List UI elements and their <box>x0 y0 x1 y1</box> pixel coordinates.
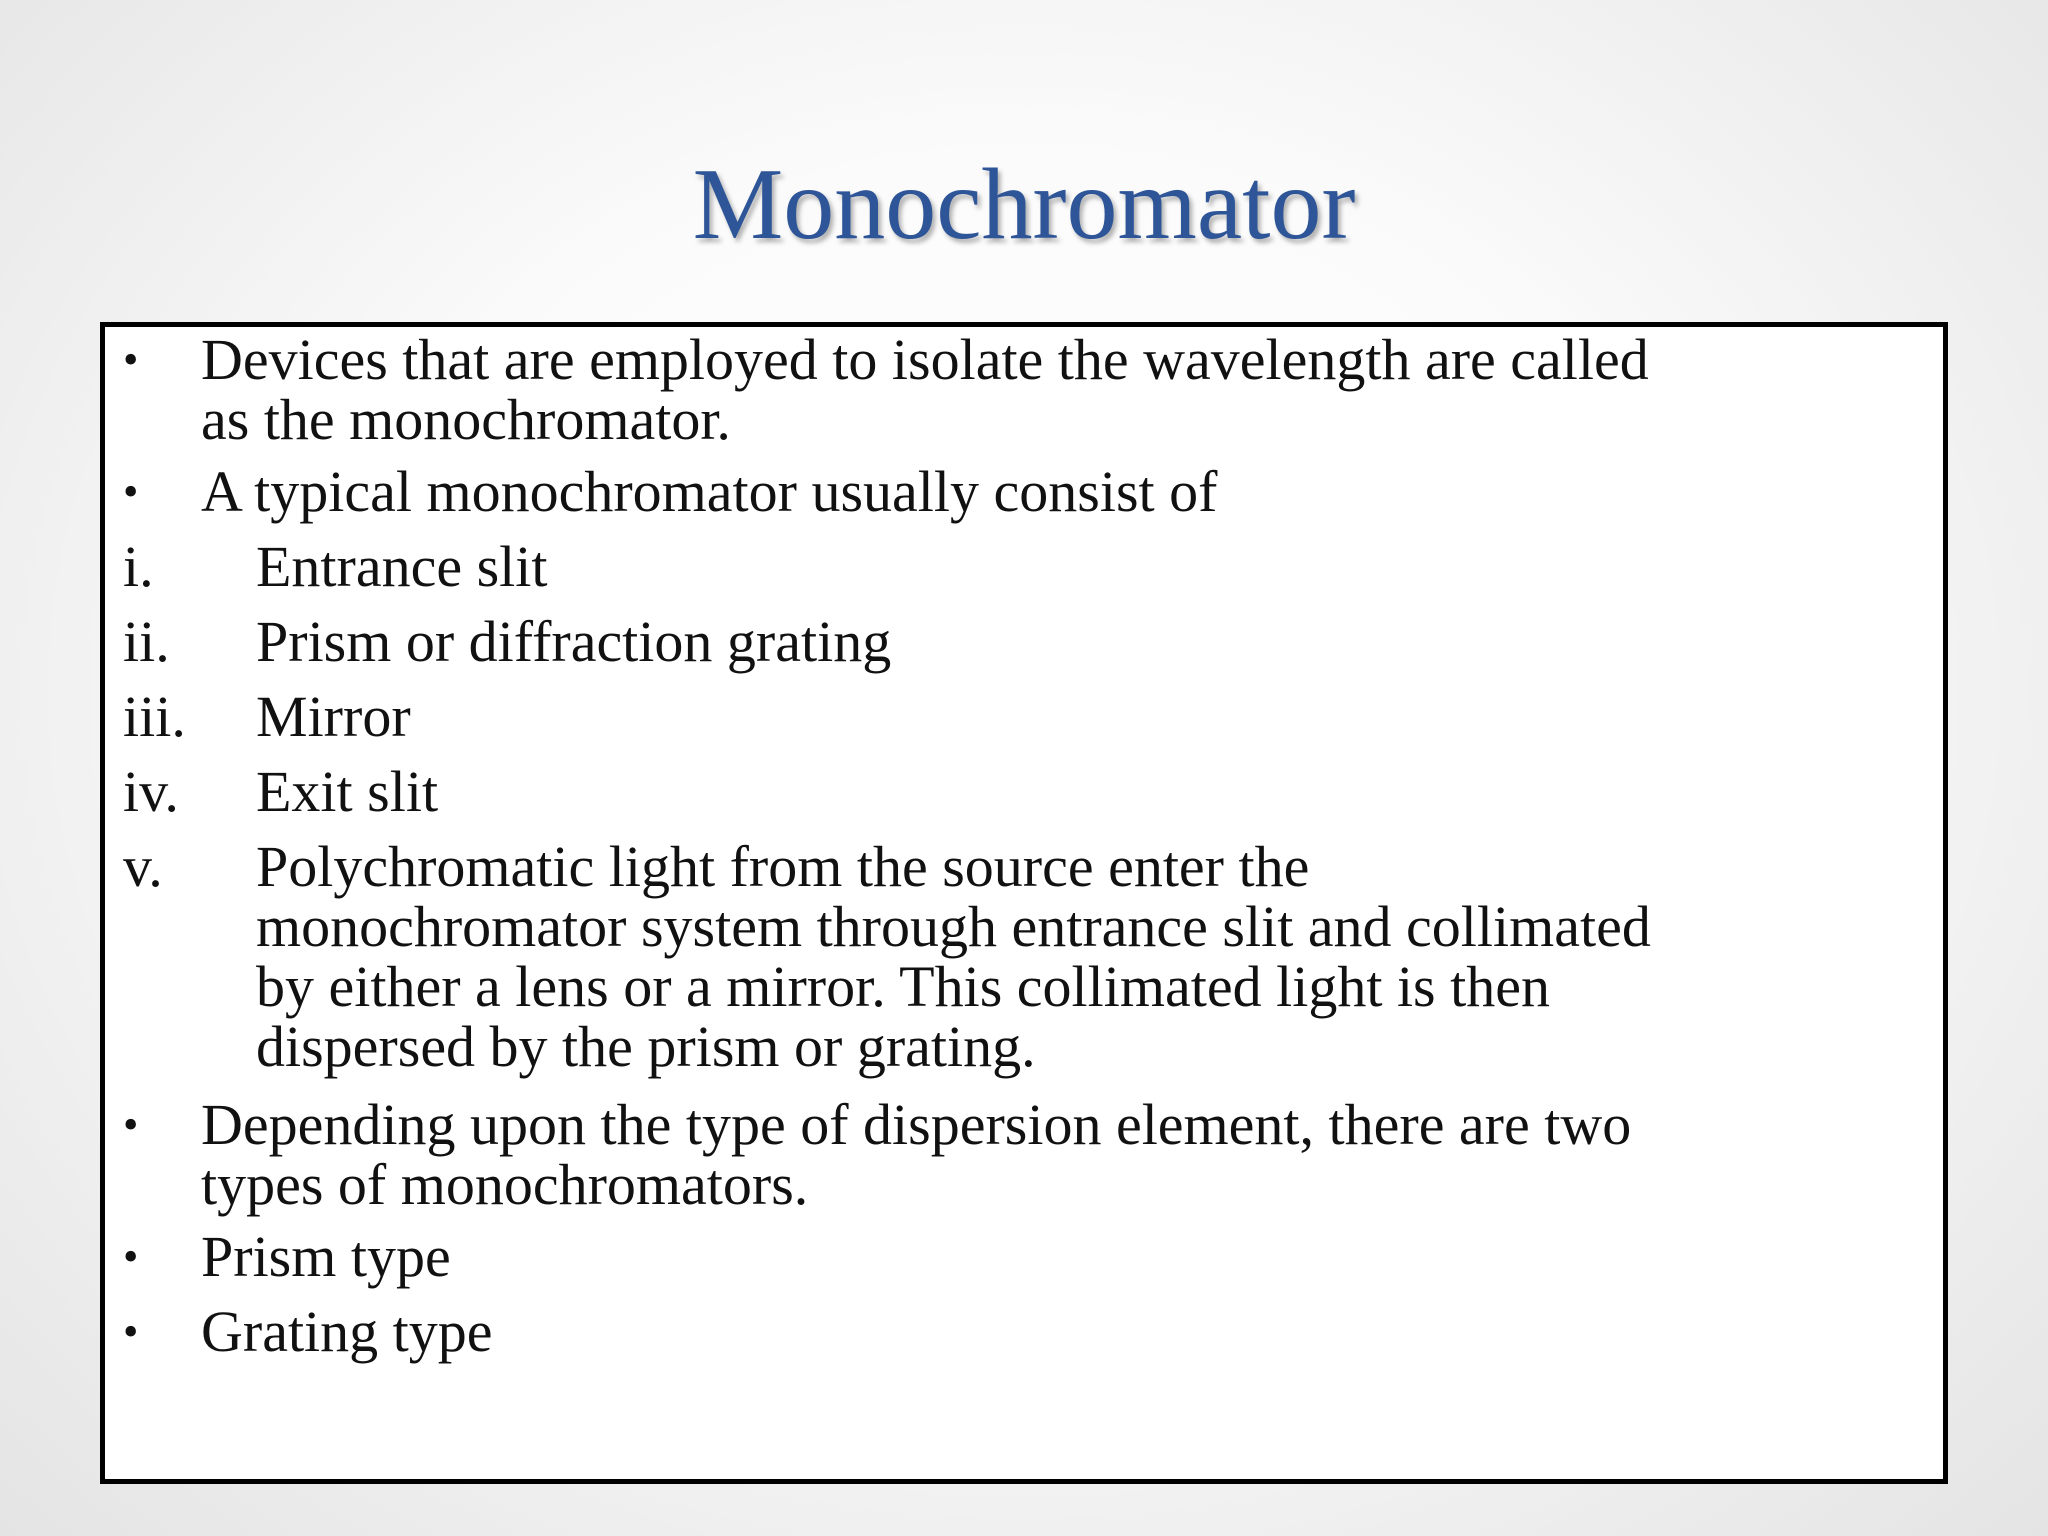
item-text <box>201 1092 1632 1217</box>
slide-title: Monochromator <box>692 148 1356 261</box>
item-line: Grating type <box>201 1299 493 1364</box>
item-line: as the monochromator. <box>201 387 731 452</box>
item-text <box>256 834 1651 1079</box>
item-text <box>201 459 1218 524</box>
item-line: Depending upon the type of dispersion element, there are two <box>201 1092 1632 1157</box>
item-line: Polychromatic light from the source enter the <box>256 834 1310 899</box>
item-line: Devices that are employed to isolate the wavelength are called <box>201 327 1649 392</box>
bullet-marker: • <box>123 1307 139 1356</box>
item-text <box>256 534 548 599</box>
numbered-marker: ii. <box>123 609 170 674</box>
numbered-marker: i. <box>123 534 154 599</box>
item-text <box>256 759 439 824</box>
numbered-marker: iv. <box>123 759 179 824</box>
item-text <box>201 1299 493 1364</box>
content-box <box>100 322 1948 1484</box>
item-line: Exit slit <box>256 759 439 824</box>
bullet-marker: • <box>123 467 139 516</box>
bullet-marker: • <box>123 335 139 384</box>
item-line: types of monochromators. <box>201 1152 809 1217</box>
item-line: Entrance slit <box>256 534 548 599</box>
item-text <box>256 684 411 749</box>
bullet-marker: • <box>123 1100 139 1149</box>
numbered-marker: iii. <box>123 684 186 749</box>
item-line: Prism or diffraction grating <box>256 609 892 674</box>
item-line: dispersed by the prism or grating. <box>256 1014 1036 1079</box>
item-line: monochromator system through entrance slit and collimated <box>256 894 1651 959</box>
numbered-marker: v. <box>123 834 163 899</box>
item-line: A typical monochromator usually consist of <box>201 459 1218 524</box>
item-text <box>201 327 1649 452</box>
item-text <box>256 609 892 674</box>
item-line: Mirror <box>256 684 411 749</box>
item-line: by either a lens or a mirror. This collimated light is then <box>256 954 1550 1019</box>
bullet-marker: • <box>123 1232 139 1281</box>
item-line: Prism type <box>201 1224 451 1289</box>
item-text <box>201 1224 451 1289</box>
